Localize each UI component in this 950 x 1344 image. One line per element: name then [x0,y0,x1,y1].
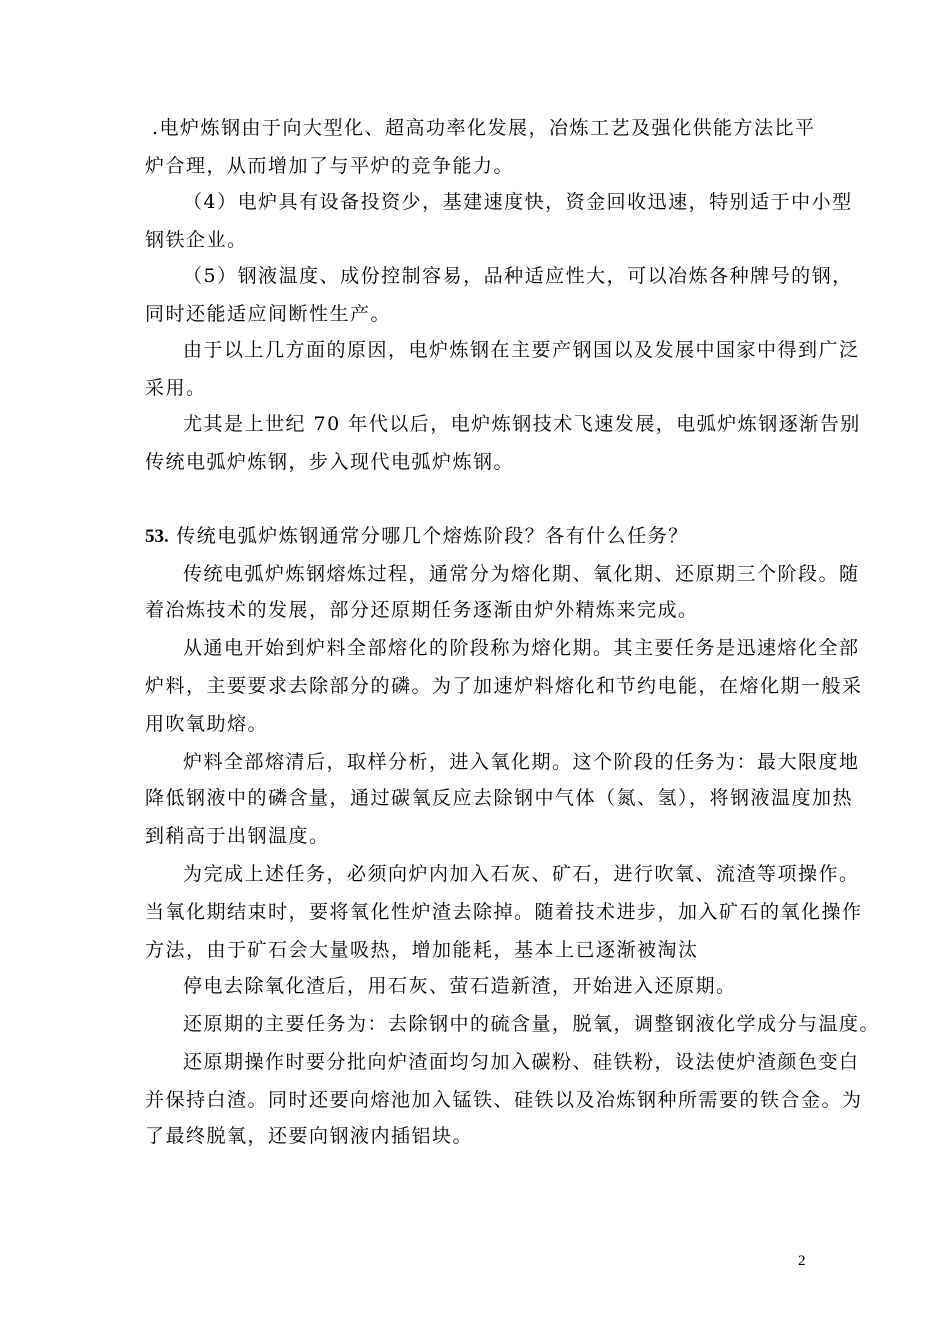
paragraph-line: 钢铁企业。 [145,229,248,251]
paragraph-line: 为完成上述任务，必须向炉内加入石灰、矿石，进行吹氧、流渣等项操作。 [183,863,860,885]
paragraph-line: 传统电弧炉炼钢，步入现代电弧炉炼钢。 [145,451,515,473]
paragraph-line: （4）电炉具有设备投资少，基建速度快，资金回收迅速，特别适于中小型 [183,191,853,213]
question-number: 53. [145,526,169,547]
paragraph-line: 当氧化期结束时，要将氧化性炉渣去除掉。随着技术进步，加入矿石的氧化操作 [145,901,863,923]
paragraph-line: 着冶炼技术的发展，部分还原期任务逐渐由炉外精炼来完成。 [145,599,699,621]
paragraph-line: 炉料，主要要求去除部分的磷。为了加速炉料熔化和节约电能，在熔化期一般采 [145,675,863,697]
paragraph-line: 方法，由于矿石会大量吸热，增加能耗，基本上已逐渐被淘汰 [145,939,699,961]
paragraph-line: 炉合理，从而增加了与平炉的竞争能力。 [145,155,515,177]
paragraph-line: 还原期的主要任务为：去除钢中的硫含量，脱氧，调整钢液化学成分与温度。 [183,1013,881,1035]
question-heading [145,524,689,549]
page-number: 2 [798,1253,806,1269]
paragraph-line: 由于以上几方面的原因，电炉炼钢在主要产钢国以及发展中国家中得到广泛 [183,339,860,361]
paragraph-line: 传统电弧炉炼钢熔炼过程，通常分为熔化期、氧化期、还原期三个阶段。随 [183,563,860,585]
paragraph-line: 了最终脱氧，还要向钢液内插铝块。 [145,1125,474,1147]
question-text: 传统电弧炉炼钢通常分哪几个熔炼阶段？各有什么任务？ [176,525,689,547]
paragraph-line: 尤其是上世纪 70 年代以后，电炉炼钢技术飞速发展，电弧炉炼钢逐渐告别 [183,413,861,435]
paragraph-line: 还原期操作时要分批向炉渣面均匀加入碳粉、硅铁粉，设法使炉渣颜色变白 [183,1051,860,1073]
paragraph-line: 从通电开始到炉料全部熔化的阶段称为熔化期。其主要任务是迅速熔化全部 [183,637,860,659]
paragraph-line: 炉料全部熔清后，取样分析，进入氧化期。这个阶段的任务为：最大限度地 [183,751,860,773]
paragraph-line: 到稍高于出钢温度。 [145,825,330,847]
paragraph-line: 采用。 [145,377,207,399]
paragraph-line: 用吹氧助熔。 [145,713,269,735]
paragraph-line: 降低钢液中的磷含量，通过碳氧反应去除钢中气体（氮、氢），将钢液温度加热 [145,787,854,809]
paragraph-line: 停电去除氧化渣后，用石灰、萤石造新渣，开始进入还原期。 [183,975,737,997]
paragraph-line: 并保持白渣。同时还要向熔池加入锰铁、硅铁以及冶炼钢种所需要的铁合金。为 [145,1089,863,1111]
paragraph-line: （5）钢液温度、成份控制容易，品种适应性大，可以冶炼各种牌号的钢， [183,265,853,287]
paragraph-line: .电炉炼钢由于向大型化、超高功率化发展，冶炼工艺及强化供能方法比平 [152,117,816,139]
paragraph-line: 同时还能适应间断性生产。 [145,303,392,325]
